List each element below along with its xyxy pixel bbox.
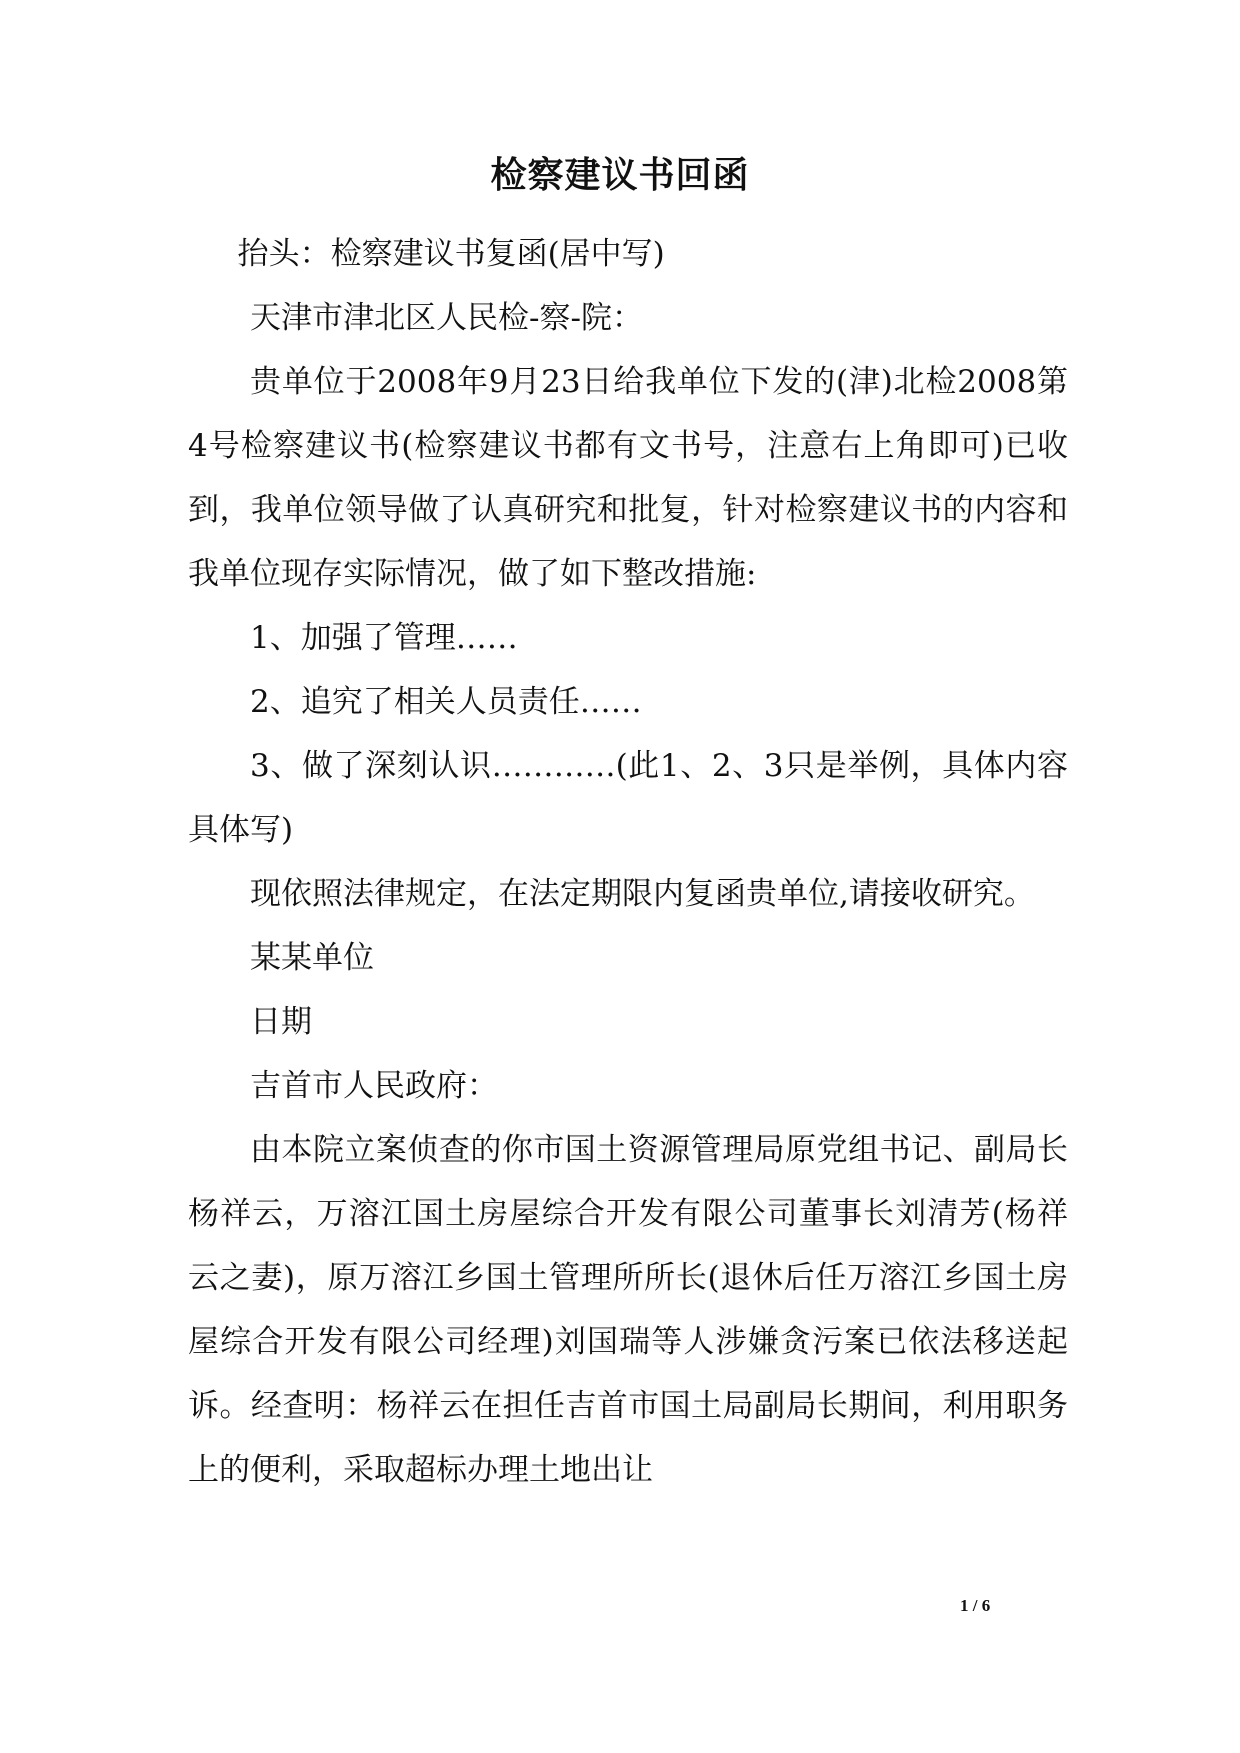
page-number: 1 / 6 [960,1596,991,1615]
document-title: 检察建议书回函 [490,154,750,196]
paragraph-measure-3: 3、做了深刻认识…………(此1、2、3只是举例，具体内容具体写) [188,748,1068,848]
paragraph-recipient: 天津市津北区人民检-察-院： [250,300,643,336]
paragraph-heading-note: 抬头：检察建议书复函(居中写) [237,236,665,272]
document-body [188,222,1068,1502]
paragraph-second-recipient: 吉首市人民政府： [250,1068,498,1104]
paragraph-measure-2: 2、追究了相关人员责任…… [250,684,642,720]
paragraph-signature-date: 日期 [250,1004,312,1040]
paragraph-main: 贵单位于2008年9月23日给我单位下发的(津)北检2008第4号检察建议书(检察建议书都有文书号，注意右上角即可)已收到，我单位领导做了认真研究和批复，针对检察建议书的内容和我单位现存实际情况，做了如下整改措施: [188,364,1068,592]
paragraph-closing: 现依照法律规定，在法定期限内复函贵单位,请接收研究。 [250,876,1035,912]
paragraph-signature-unit: 某某单位 [250,940,374,976]
paragraph-case-description: 由本院立案侦查的你市国土资源管理局原党组书记、副局长杨祥云，万溶江国土房屋综合开发有限公司董事长刘清芳(杨祥云之妻)，原万溶江乡国土管理所所长(退休后任万溶江乡国土房屋综合开发有限公司经理)刘国瑞等人涉嫌贪污案已依法移送起诉。经查明：杨祥云在担任吉首市国土局副局长期间，利用职务上的便利，采取超标办理土地出让 [188,1132,1068,1488]
paragraph-measure-1: 1、加强了管理…… [250,620,518,656]
